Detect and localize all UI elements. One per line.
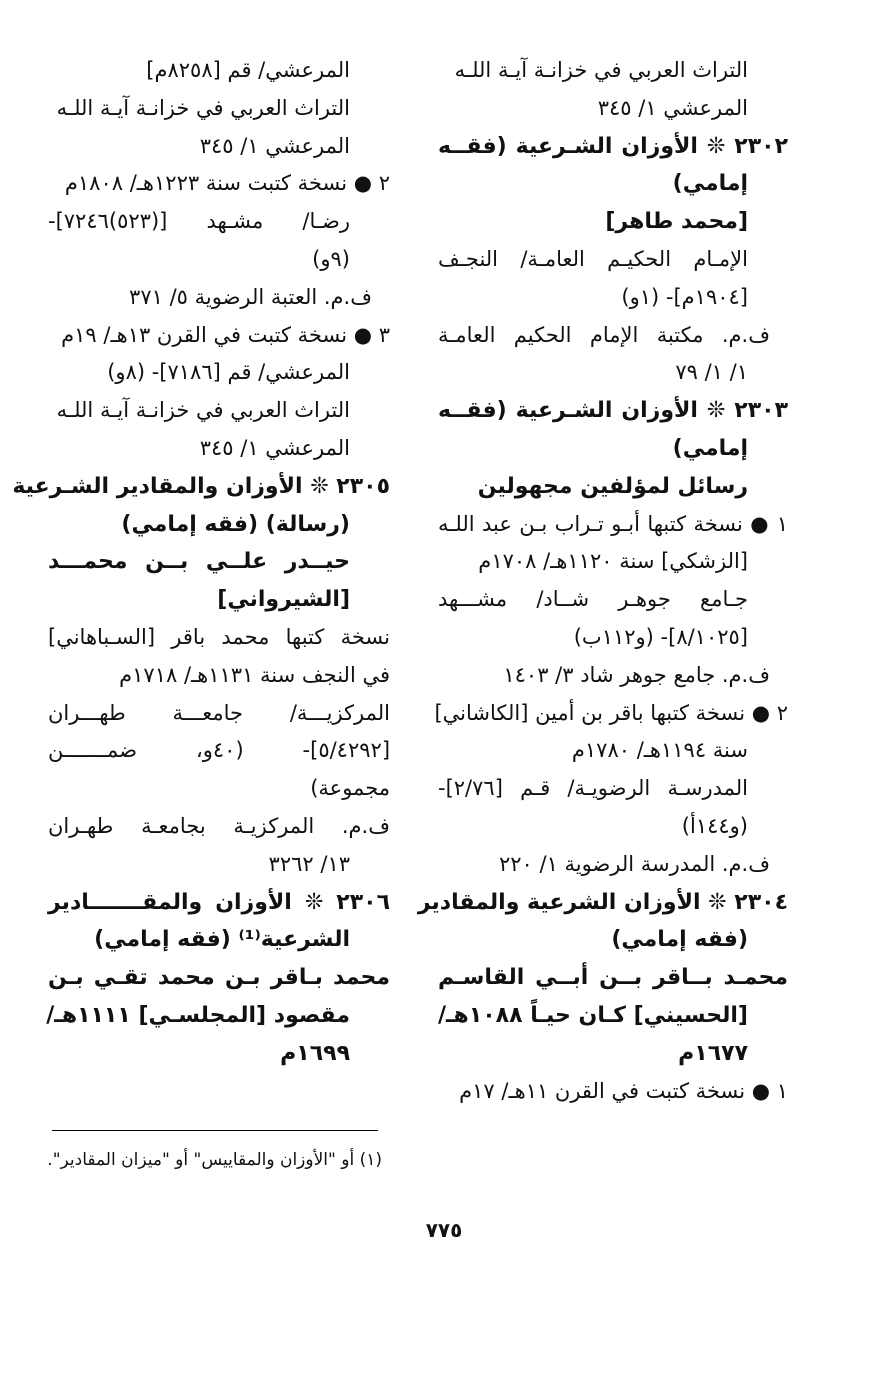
text-line: ٢٣٠٢ ❊ الأوزان الشـرعية (فقــه <box>438 133 788 159</box>
text-line: [١٩٠٤م]- (١و) <box>621 284 748 309</box>
text-line: [الشيرواني] <box>217 587 350 613</box>
text-line: إمامي) <box>672 435 748 461</box>
text-line: ١٦٧٧م <box>678 1040 748 1066</box>
text-line: المرعشي ١/ ٣٤٥ <box>597 95 748 120</box>
text-line: مجموعة) <box>310 776 390 801</box>
text-line: [محمد طاهر] <box>605 209 748 235</box>
text-line: سنة ١١٩٤هـ/ ١٧٨٠م <box>571 738 748 763</box>
text-line: رسائل لمؤلفين مجهولين <box>477 473 748 499</box>
text-line: إمامي) <box>672 171 748 197</box>
footnote: (١) أو "الأوزان والمقاييس" أو "ميزان المقادير". <box>47 1150 382 1170</box>
text-line: نسخة كتبها محمد باقر [السـباهاني] <box>48 624 390 649</box>
text-line: ١٣/ ٣٢٦٢ <box>268 851 350 876</box>
text-line: التراث العربي في خزانـة آيـة اللـه <box>454 58 748 82</box>
text-line: (رسالة) (فقه إمامي) <box>121 511 350 537</box>
text-line: ٢٣٠٦ ❊ الأوزان والمقـــــــادير <box>48 889 390 915</box>
text-line: المدرسـة الرضويـة/ قـم [٢/٧٦]- <box>438 776 748 801</box>
text-line: في النجف سنة ١١٣١هـ/ ١٧١٨م <box>119 662 390 687</box>
text-line: ف.م. المركزيـة بجامعـة طهـران <box>48 813 390 838</box>
footnote-rule <box>52 1130 378 1131</box>
text-line: محمـد بــاقر بــن أبــي القاسـم <box>438 965 788 991</box>
text-line: المرعشي/ قم [٧١٨٦]- (٨و) <box>107 360 350 385</box>
text-line: التراث العربي في خزانـة آيـة اللـه <box>56 398 350 423</box>
text-line: ف.م. المدرسة الرضوية ١/ ٢٢٠ <box>498 851 770 876</box>
text-line: المركزيـــة/ جامعـــة طهـــران <box>48 700 390 725</box>
text-line: [الزشكي] سنة ١١٢٠هـ/ ١٧٠٨م <box>478 549 748 574</box>
text-line: رضـا/ مشـهد [(٥٢٣)٧٢٤٦]- <box>48 209 350 234</box>
text-line: ٣ ● نسخة كتبت في القرن ١٣هـ/ ١٩م <box>61 322 390 347</box>
text-line: ف.م. جامع جوهر شاد ٣/ ١٤٠٣ <box>503 662 770 687</box>
text-line: [٨/١٠٢٥]- (و١١٢ب) <box>573 624 748 649</box>
text-line: جـامع جوهـر شــاد/ مشـــهد <box>438 587 748 612</box>
text-line: الإمـام الحكيـم العامـة/ النجـف <box>438 246 748 271</box>
text-line: [٥/٤٢٩٢]- (٤٠و، ضمـــــــن <box>48 738 391 763</box>
text-line: الشرعية⁽¹⁾ (فقه إمامي) <box>94 927 350 953</box>
text-line: ١٦٩٩م <box>280 1040 350 1066</box>
text-line: التراث العربي في خزانـة آيـة اللـه <box>56 95 350 120</box>
text-line: ٢٣٠٤ ❊ الأوزان الشرعية والمقادير <box>417 889 788 915</box>
text-line: (و١٤٤أ) <box>681 813 748 838</box>
text-line: ف.م. العتبة الرضوية ٥/ ٣٧١ <box>129 284 372 309</box>
text-line: ١ ● نسخة كتبت في القرن ١١هـ/ ١٧م <box>459 1078 788 1103</box>
text-line: حيــدر علــي بــن محمـــد <box>48 549 350 575</box>
text-line: ف.م. مكتبة الإمام الحكيم العامـة <box>438 322 770 347</box>
text-line: [الحسيني] كـان حيـاً ١٠٨٨هـ/ <box>438 1002 748 1028</box>
text-line: محمد بـاقر بـن محمد تقـي بـن <box>48 965 390 991</box>
text-line: مقصود [المجلسـي] ١١١١هـ/ <box>46 1002 350 1028</box>
text-line: المرعشي/ قم [٨٢٥٨م] <box>146 58 350 82</box>
text-line: (٩و) <box>312 246 350 271</box>
text-line: ١/ ١/ ٧٩ <box>675 360 748 385</box>
left-column <box>12 52 391 1073</box>
text-line: ٢ ● نسخة كتبت سنة ١٢٢٣هـ/ ١٨٠٨م <box>64 171 390 196</box>
text-line: المرعشي ١/ ٣٤٥ <box>199 133 350 158</box>
page-number: ٧٧٥ <box>425 1218 463 1242</box>
text-line: ١ ● نسخة كتبها أبـو تـراب بـن عبد اللـه <box>438 511 788 536</box>
text-line: ٢٣٠٣ ❊ الأوزان الشـرعية (فقــه <box>438 398 788 424</box>
right-column <box>417 52 788 1110</box>
text-line: المرعشي ١/ ٣٤٥ <box>199 435 350 460</box>
text-line: (فقه إمامي) <box>611 927 748 953</box>
text-line: ٢٣٠٥ ❊ الأوزان والمقادير الشـرعية <box>12 473 390 499</box>
text-line: ٢ ● نسخة كتبها باقر بن أمين [الكاشاني] <box>434 700 788 725</box>
